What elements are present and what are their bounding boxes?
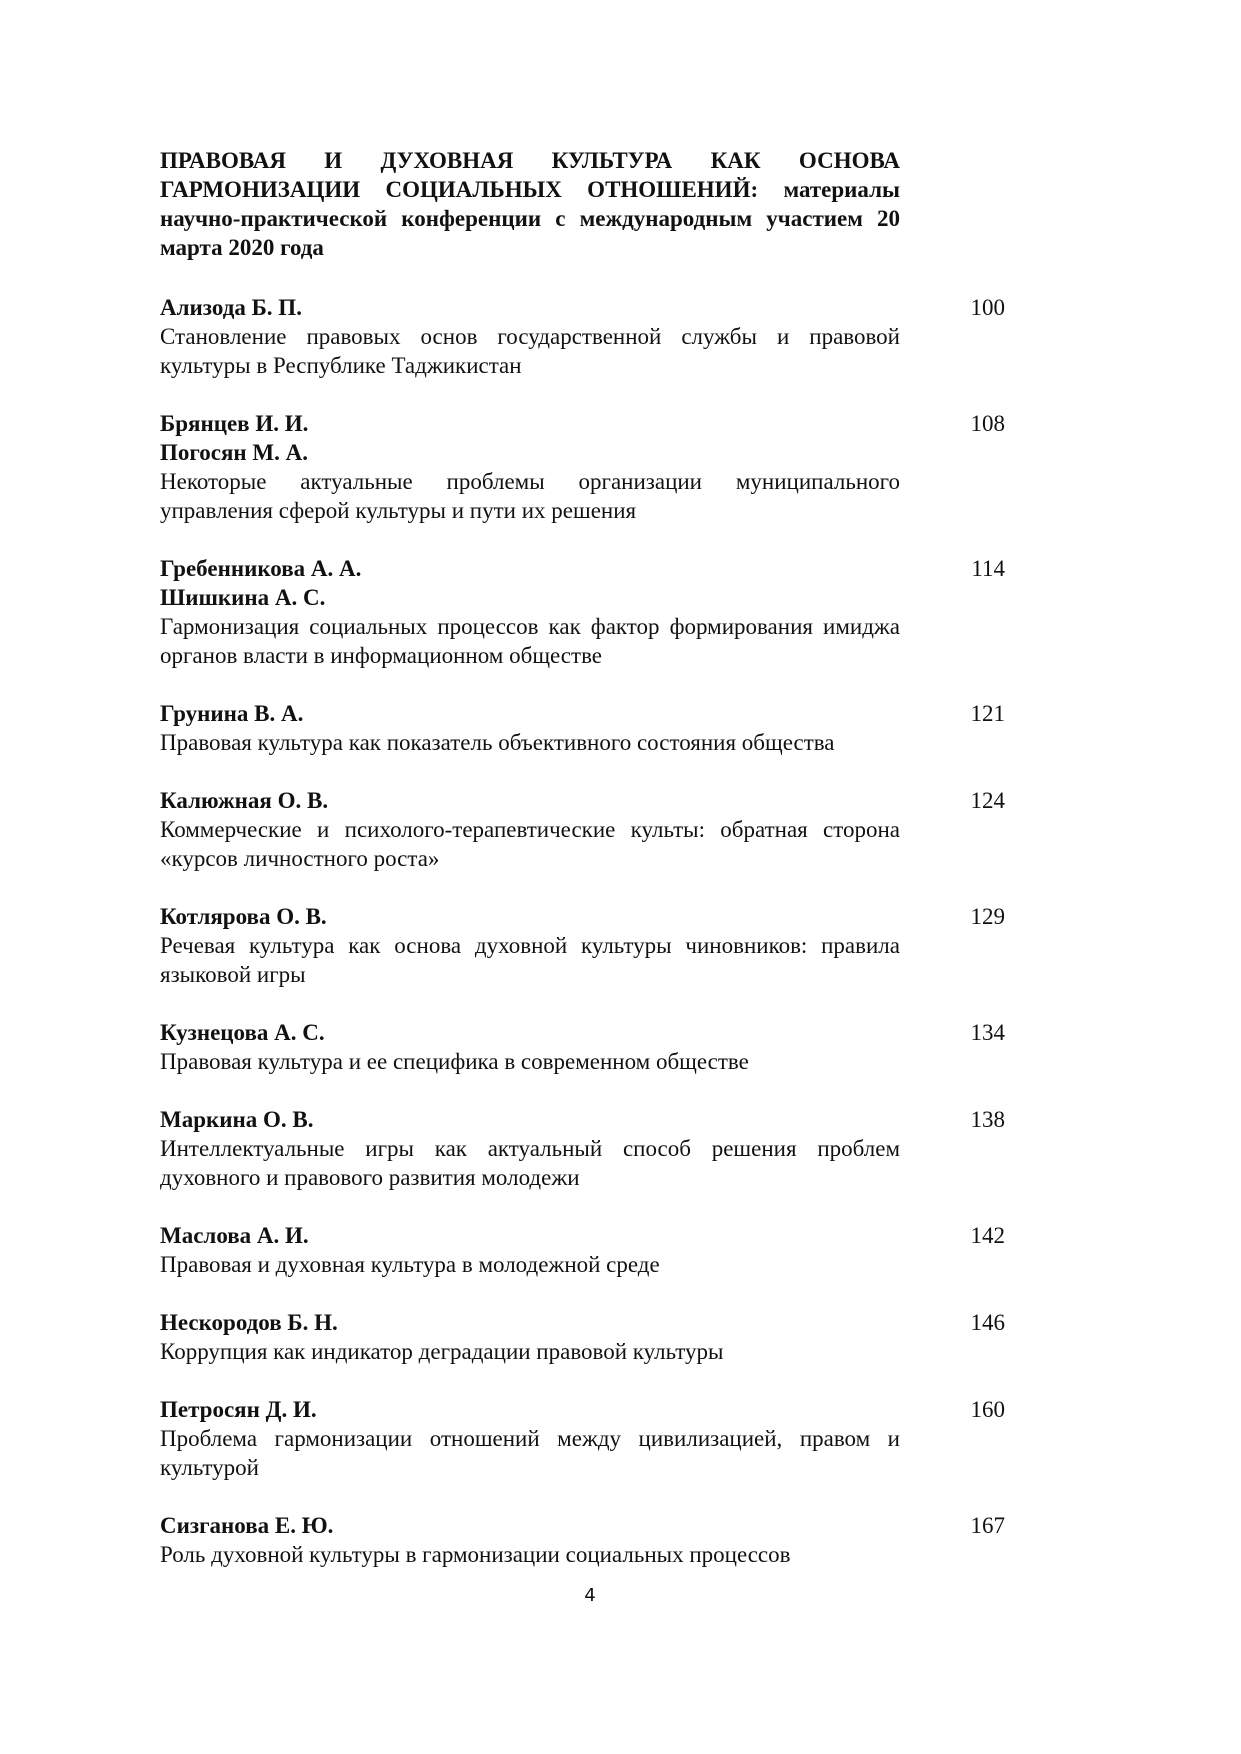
toc-entry-body xyxy=(160,1105,900,1192)
toc-entry-page-number: 138 xyxy=(970,1107,1005,1132)
toc-entry-author: Ализода Б. П. xyxy=(160,295,302,320)
toc-entry-authors xyxy=(160,1511,900,1540)
toc-entry-body xyxy=(160,786,900,873)
table-of-contents xyxy=(160,146,1005,1598)
toc-entry xyxy=(160,409,1005,525)
toc-entry xyxy=(160,699,1005,757)
toc-entry-author: Кузнецова А. С. xyxy=(160,1020,325,1045)
toc-entry-page-number: 108 xyxy=(970,411,1005,436)
toc-entry xyxy=(160,1018,1005,1076)
toc-entry-title: Правовая и духовная культура в молодежной среде xyxy=(160,1252,660,1277)
toc-entry-page-number: 146 xyxy=(970,1310,1005,1335)
toc-entry-title: Становление правовых основ государственной службы и правовой культуры в Республике Таджикистан xyxy=(160,324,900,378)
toc-entry-author: Погосян М. А. xyxy=(160,440,308,465)
toc-entry xyxy=(160,293,1005,380)
toc-entry-author: Котлярова О. В. xyxy=(160,904,327,929)
toc-entry-title: Правовая культура как показатель объективного состояния общества xyxy=(160,730,835,755)
toc-entry-body xyxy=(160,902,900,989)
toc-entry xyxy=(160,1105,1005,1192)
toc-entry-page-number: 114 xyxy=(971,556,1005,581)
toc-entry xyxy=(160,554,1005,670)
toc-entry-author: Калюжная О. В. xyxy=(160,788,329,813)
toc-entry-author: Гребенникова А. А. xyxy=(160,556,362,581)
toc-entry-title: Роль духовной культуры в гармонизации социальных процессов xyxy=(160,1542,791,1567)
toc-entry-authors xyxy=(160,1018,900,1047)
toc-entry xyxy=(160,1511,1005,1569)
toc-entry xyxy=(160,902,1005,989)
toc-entry-author: Сизганова Е. Ю. xyxy=(160,1513,334,1538)
page-number: 4 xyxy=(584,1585,596,1606)
toc-entry-body xyxy=(160,409,900,525)
toc-entry-authors xyxy=(160,293,900,322)
toc-entry-body xyxy=(160,699,900,757)
toc-entry-page-number: 134 xyxy=(970,1020,1005,1045)
toc-entry-page-number: 129 xyxy=(970,904,1005,929)
toc-entry-authors xyxy=(160,699,900,728)
toc-entry-authors xyxy=(160,1308,900,1337)
toc-entry-author: Маркина О. В. xyxy=(160,1107,314,1132)
toc-entry-authors xyxy=(160,1105,900,1134)
toc-entry-authors xyxy=(160,786,900,815)
toc-entry-page-number: 100 xyxy=(970,295,1005,320)
toc-entry-page-number: 167 xyxy=(970,1513,1005,1538)
toc-entry xyxy=(160,1395,1005,1482)
toc-entry-body xyxy=(160,1221,900,1279)
toc-entries xyxy=(160,293,1005,1569)
toc-entry-page-number: 160 xyxy=(970,1397,1005,1422)
toc-entry-page-number: 121 xyxy=(970,701,1005,726)
toc-entry-title: Правовая культура и ее специфика в современном обществе xyxy=(160,1049,749,1074)
toc-entry-authors xyxy=(160,409,900,467)
toc-entry-title: Гармонизация социальных процессов как фактор формирования имиджа органов власти в информационном обществе xyxy=(160,614,900,668)
toc-entry xyxy=(160,1308,1005,1366)
toc-entry-author: Грунина В. А. xyxy=(160,701,304,726)
toc-entry-authors xyxy=(160,554,900,612)
section-title: ПРАВОВАЯ И ДУХОВНАЯ КУЛЬТУРА КАК ОСНОВА ГАРМОНИЗАЦИИ СОЦИАЛЬНЫХ ОТНОШЕНИЙ: материалы научно-практической конференции с международным участием 20 марта 2020 года xyxy=(160,148,900,260)
toc-entry-title: Проблема гармонизации отношений между цивилизацией, правом и культурой xyxy=(160,1426,900,1480)
toc-entry-body xyxy=(160,293,900,380)
toc-entry-body xyxy=(160,1308,900,1366)
toc-entry-author: Нескородов Б. Н. xyxy=(160,1310,338,1335)
toc-entry-title: Коррупция как индикатор деградации правовой культуры xyxy=(160,1339,724,1364)
toc-entry-title: Речевая культура как основа духовной культуры чиновников: правила языковой игры xyxy=(160,933,900,987)
toc-entry-authors xyxy=(160,1395,900,1424)
toc-entry-author: Петросян Д. И. xyxy=(160,1397,317,1422)
toc-entry-author: Шишкина А. С. xyxy=(160,585,326,610)
toc-entry-body xyxy=(160,1395,900,1482)
toc-entry xyxy=(160,1221,1005,1279)
toc-entry-author: Брянцев И. И. xyxy=(160,411,309,436)
toc-entry-authors xyxy=(160,902,900,931)
toc-entry-title: Интеллектуальные игры как актуальный способ решения проблем духовного и правового развития молодежи xyxy=(160,1136,900,1190)
toc-entry-title: Некоторые актуальные проблемы организации муниципального управления сферой культуры и пути их решения xyxy=(160,469,900,523)
toc-entry-author: Маслова А. И. xyxy=(160,1223,309,1248)
toc-entry-page-number: 124 xyxy=(970,788,1005,813)
toc-entry-body xyxy=(160,1511,900,1569)
toc-entry-body xyxy=(160,554,900,670)
toc-entry-title: Коммерческие и психолого-терапевтические культы: обратная сторона «курсов личностного роста» xyxy=(160,817,900,871)
toc-entry-authors xyxy=(160,1221,900,1250)
toc-entry-body xyxy=(160,1018,900,1076)
toc-entry xyxy=(160,786,1005,873)
toc-entry-page-number: 142 xyxy=(970,1223,1005,1248)
